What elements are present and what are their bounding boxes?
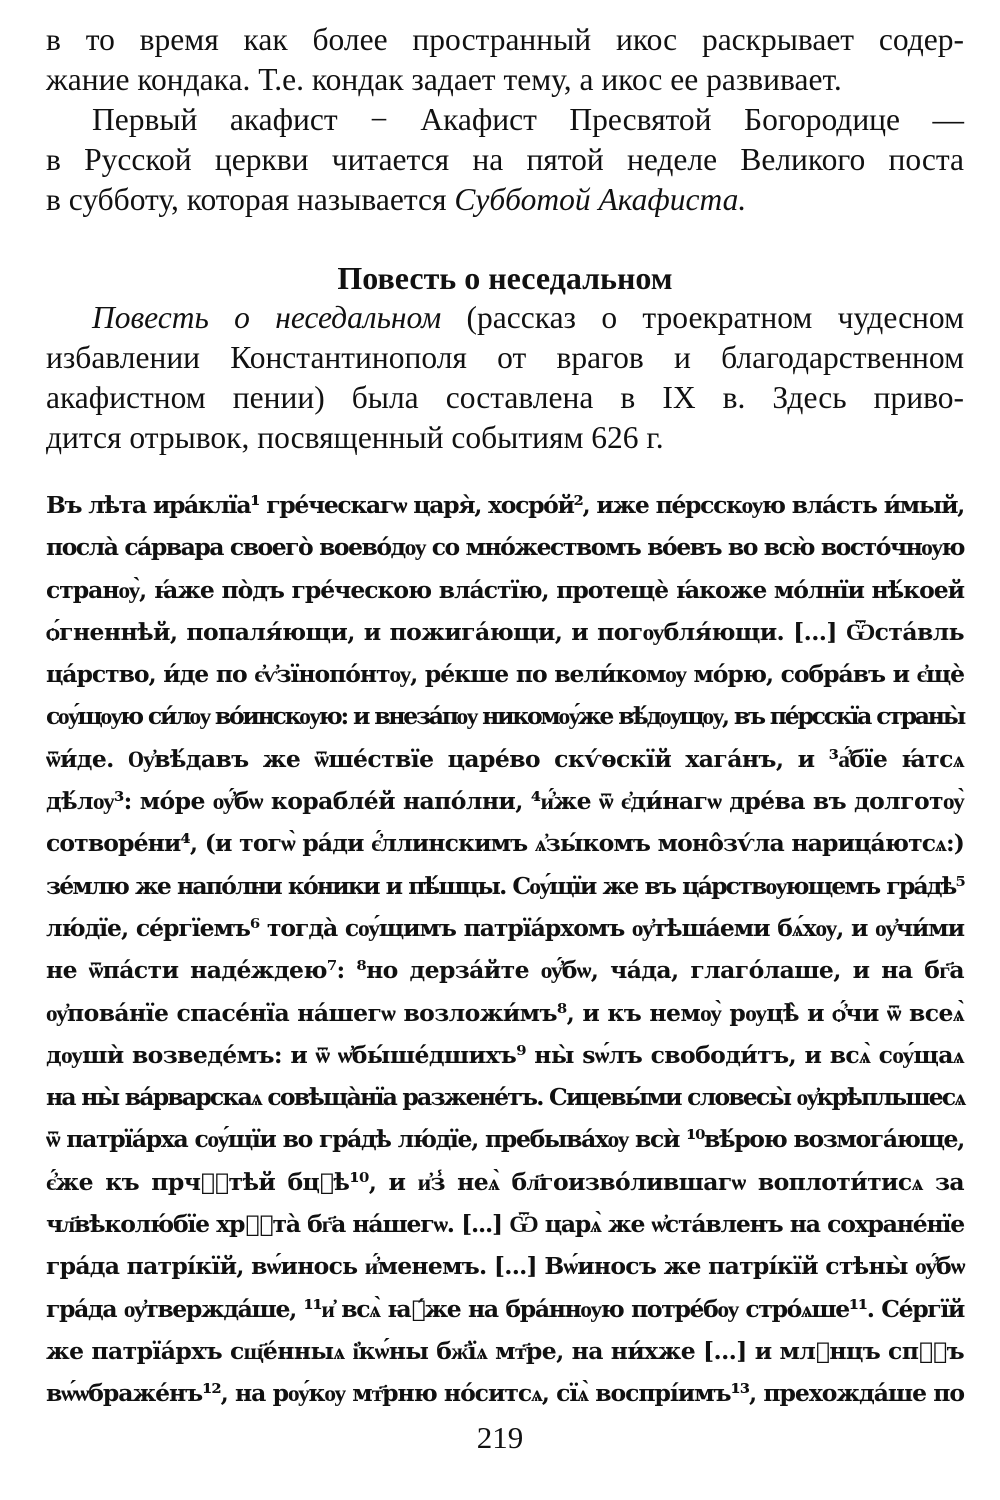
church-text-line: зе́млю же напо́лни ко́ники и пѣ́шцы. Сѹ́щїи же въ ца́рствѹющемъ гра́дѣ⁵ bbox=[46, 871, 964, 900]
section-paragraph bbox=[46, 298, 964, 458]
church-text-line: Въ лѣта ира́клїа¹ гре́ческагѡ царя̀, хосро́й², иже пе́рсскѹю вла́сть и́мый, bbox=[46, 491, 964, 519]
text-line bbox=[46, 298, 964, 338]
church-text-line: сѹ́щѹю си́лѹ во́инскѹю: и внеза́пѹ никомѹ́же вѣ́дѹщѹ, въ пе́рсскїа страны̀ bbox=[46, 702, 964, 731]
church-text-line: ѿи́де. Ѹ҆вѣ́давъ же ѿше́ствїе царе́во скѵ́ѳскїй хага́нъ, и ³а҆́бїе ꙗ́тсѧ bbox=[46, 744, 964, 773]
church-text-line: ѿ патрїа́рха сѹ́щїи во гра́дѣ лю́дїе, пребыва́хѹ всѝ ¹⁰вѣ́рою возмога́юще, bbox=[46, 1125, 964, 1154]
text-line: в то время как более пространный икос раскрывает содер- bbox=[46, 22, 964, 57]
text-line: в Русской церкви читается на пятой неделе Великого поста bbox=[46, 142, 964, 177]
church-slavonic-text bbox=[46, 484, 964, 1415]
church-text-line: ѹ҆пова́нїе спасе́нїа на́шегѡ возложи́мъ⁸, и къ немѹ̀ рѹцѣ̀ и ѻ҆́чи ѿ всеѧ̀ bbox=[46, 998, 964, 1027]
italic-term: Повесть о неседальном bbox=[92, 300, 442, 335]
section-heading: Повесть о неседальном bbox=[337, 260, 673, 296]
church-text-line: ѻ́гненнѣй, попаля́ющи, и пожига́ющи, и погѹбля́ющи. [...] Ѿста́вль bbox=[46, 617, 964, 646]
church-text-line: же патрїа́рхъ сщ҃е́нныѧ і҆кѡ́ны бж҃їѧ мт҃ре, на ни́хже [...] и млⷣнцъ спⷭ҇ъ bbox=[46, 1336, 964, 1365]
intro-paragraph bbox=[46, 20, 964, 100]
church-text-line: вѡ́ѡбраже́нъ¹², на рѹ́кѹ мт҃рню но́ситсѧ, сїѧ̀ воспрі́имъ¹³, прехожда́ше по bbox=[46, 1379, 964, 1408]
text-line bbox=[46, 180, 964, 220]
church-text-line: на ны̀ ва́рварскаѧ совѣща̀нїа разжене́тъ. Сицевы́ми словесы̀ ѹ҆крѣпльшесѧ bbox=[46, 1083, 965, 1112]
church-text-line: странѹ̀, ꙗ́же по̀дъ гре́ческою вла́стїю, протещѐ ꙗ́коже мо́лнїи нѣ́коей bbox=[46, 575, 964, 604]
page-number: 219 bbox=[476, 1420, 524, 1455]
church-text-line: посла̀ са́рвара своего̀ воево́дѹ со мно́жествомъ во́евъ во всю̀ восто́чнѹю bbox=[46, 533, 964, 562]
text-run: (рассказ о троекратном чудесном bbox=[441, 300, 965, 335]
text-line: избавлении Константинополя от врагов и благодарственном bbox=[46, 340, 964, 375]
church-text-line: ца́рство, и́де по є҆ѵ҆зїнопо́нтѹ, ре́кше по вели́комѹ мо́рю, собра́въ и є҆щѐ bbox=[46, 660, 964, 689]
church-text-line: лю́дїе, се́ргїемъ⁶ тогда̀ сѹ́щимъ патрїа́рхомъ ѹ҆тѣша́еми бѧ́хѹ, и ѹ҆чи́ми bbox=[46, 913, 964, 942]
church-text-line: дѣ́лѹ³: мо́ре ѹ҆́бѡ корабле́й напо́лни, ⁴и҆́же ѿ є҆ди́нагѡ дре́ва въ долготѹ̀ bbox=[46, 787, 964, 816]
church-text-line: сотворе́ни⁴, (и тогѡ̀ ра́ди є҆́ллинскимъ ѧ҆зы́комъ моно̂зѵ́ла нарица́ютсѧ:) bbox=[46, 829, 964, 858]
book-page bbox=[46, 20, 964, 1480]
text-run: в субботу, которая называется bbox=[46, 182, 455, 217]
church-text-line: дѹшѝ возведе́мъ: и ѿ ѡ҆бы́ше́дшихъ⁹ ны̀ ѕѡ́лъ свободи́тъ, и всѧ̀ сѹ́щаѧ bbox=[46, 1040, 964, 1069]
church-text-line: чл҃вѣколю́бїе хрⷭ҇та̀ бг҃а на́шегѡ. [...] Ѿ царѧ̀ же ѡ҆ста́вленъ на сохране́нїе bbox=[46, 1210, 964, 1239]
text-line: жание кондака. Т.е. кондак задает тему, а икос ее развивает. bbox=[46, 62, 842, 97]
akathist-paragraph bbox=[46, 100, 964, 220]
text-line: акафистном пении) была составлена в IX в. Здесь приво- bbox=[46, 380, 964, 415]
church-text-line: гра́да патрі́кїй, вѡ́инось и҆́менемъ. [...] Вѡ́иносъ же патрі́кїй стѣны̀ ѹ҆́бѡ bbox=[46, 1252, 965, 1281]
text-line: Первый акафист − Акафист Пресвятой Богородице — bbox=[92, 102, 964, 137]
church-text-line: гра́да ѹ҆твержда́ше, ¹¹и҆ всѧ̀ ꙗ҆́же на бра́ннѹю потре́бѹ стро́ѧше¹¹. Се́ргїй bbox=[46, 1294, 964, 1323]
church-text-line: є҆́же къ прчⷭ҇тѣй бцⷣѣ¹⁰, и и҆з̾ неѧ̀ бл҃гоизво́лившагѡ воплоти́тисѧ за bbox=[46, 1167, 964, 1196]
church-text-line: не ѿпа́сти наде́ждею⁷: ⁸но дерза́йте ѹ҆́бѡ, ча́да, глаго́лаше, и на бг҃а bbox=[46, 956, 964, 985]
italic-term: Субботой Акафиста. bbox=[454, 182, 747, 217]
text-line: дится отрывок, посвященный событиям 626 г. bbox=[46, 420, 664, 455]
